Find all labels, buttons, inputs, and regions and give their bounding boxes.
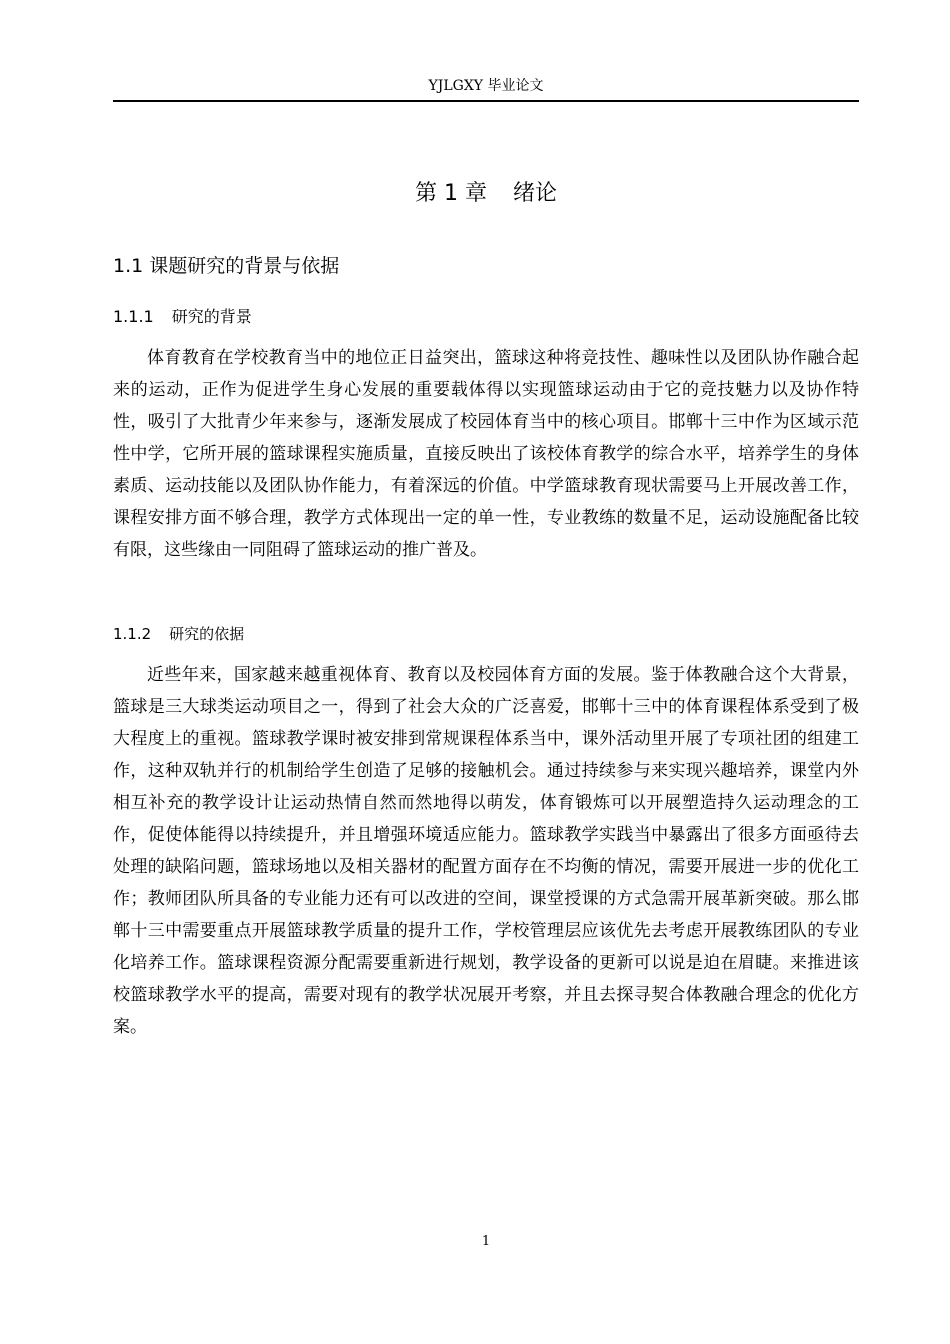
header-rule: [113, 100, 859, 102]
subsection-heading-1-1-2: [113, 622, 244, 646]
subsection-heading-1-1-1: [113, 305, 252, 329]
page-number: 1: [481, 1234, 491, 1249]
chapter-number: 第 1 章: [415, 181, 487, 206]
subsection-title: 研究的背景: [171, 307, 252, 326]
section-title: 课题研究的背景与依据: [149, 255, 340, 277]
subsection-title: 研究的依据: [169, 625, 245, 643]
subsection-number: 1.1.2: [113, 625, 152, 643]
chapter-name: 绪论: [512, 181, 557, 206]
running-header: YJLGXY 毕业论文: [428, 78, 544, 94]
paragraph-background: 体育教育在学校教育当中的地位正日益突出，篮球这种将竞技性、趣味性以及团队协作融合起来的运动，正作为促进学生身心发展的重要载体得以实现篮球运动由于它的竞技魅力以及协作特性，吸引了大批青少年来参与，逐渐发展成了校园体育当中的核心项目。邯郸十三中作为区域示范性中学，它所开展的篮球课程实施质量，直接反映出了该校体育教学的综合水平，培养学生的身体素质、运动技能以及团队协作能力，有着深远的价值。中学篮球教育现状需要马上开展改善工作，课程安排方面不够合理，教学方式体现出一定的单一性，专业教练的数量不足，运动设施配备比较有限，这些缘由一同阻碍了篮球运动的推广普及。: [113, 348, 859, 560]
subsection-number: 1.1.1: [113, 307, 154, 326]
section-heading-1-1: [113, 252, 339, 280]
paragraph-basis: 近些年来，国家越来越重视体育、教育以及校园体育方面的发展。鉴于体教融合这个大背景，篮球是三大球类运动项目之一，得到了社会大众的广泛喜爱，邯郸十三中的体育课程体系受到了极大程度上的重视。篮球教学课时被安排到常规课程体系当中，课外活动里开展了专项社团的组建工作，这种双轨并行的机制给学生创造了足够的接触机会。通过持续参与来实现兴趣培养，课堂内外相互补充的教学设计让运动热情自然而然地得以萌发，体育锻炼可以开展塑造持久运动理念的工作，促使体能得以持续提升，并且增强环境适应能力。篮球教学实践当中暴露出了很多方面亟待去处理的缺陷问题，篮球场地以及相关器材的配置方面存在不均衡的情况，需要开展进一步的优化工作；教师团队所具备的专业能力还有可以改进的空间，课堂授课的方式急需开展革新突破。那么邯郸十三中需要重点开展篮球教学质量的提升工作，学校管理层应该优先去考虑开展教练团队的专业化培养工作。篮球课程资源分配需要重新进行规划，教学设备的更新可以说是迫在眉睫。来推进该校篮球教学水平的提高，需要对现有的教学状况展开考察，并且去探寻契合体教融合理念的优化方案。: [113, 665, 859, 1037]
chapter-title: [113, 178, 859, 210]
section-number: 1.1: [113, 255, 144, 277]
